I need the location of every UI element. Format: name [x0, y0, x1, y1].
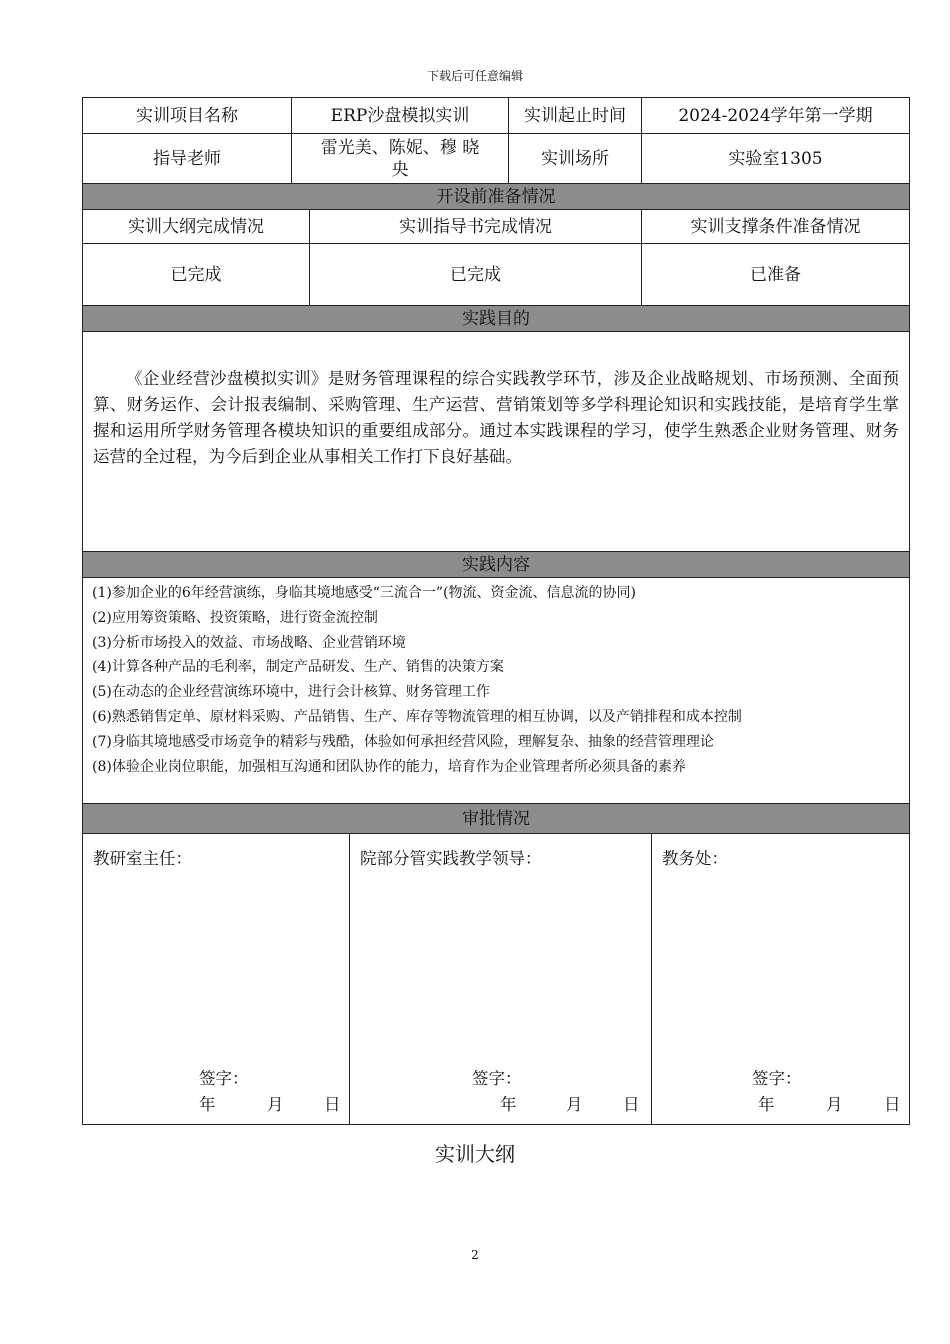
page-number: 2 — [471, 1248, 479, 1262]
content-item: (6)熟悉销售定单、原材料采购、产品销售、生产、库存等物流管理的相互协调，以及产销排程和成本控制 — [92, 708, 742, 725]
teaching-office-label: 教研室主任： — [93, 849, 192, 868]
approval-teaching-office — [83, 834, 350, 1125]
purpose-text: 《企业经营沙盘模拟实训》是财务管理课程的综合实践教学环节，涉及企业战略规划、市场预测、全面预算、财务运作、会计报表编制、采购管理、生产运营、营销策划等多学科理论知识和实践技能，是培育学生掌握和运用所学财务管理各模块知识的重要组成部分。通过本实践课程的学习，使学生熟悉企业财务管理、财务运营的全过程，为今后到企业从事相关工作打下良好基础。 — [93, 369, 899, 466]
guidebook-status-value: 已完成 — [310, 244, 642, 306]
teacher-value — [292, 134, 509, 184]
sign-label: 签字： — [472, 1069, 522, 1088]
venue-label: 实训场所 — [509, 134, 642, 184]
purpose-section-title: 实践目的 — [83, 306, 910, 332]
teacher-line-1: 雷光美、陈妮、穆 晓 — [320, 137, 480, 158]
month-label: 月 — [566, 1095, 583, 1114]
academic-affairs-label: 教务处： — [662, 849, 728, 868]
practice-form-table — [82, 97, 910, 1125]
syllabus-status-value: 已完成 — [83, 244, 310, 306]
project-name-label: 实训项目名称 — [83, 98, 292, 134]
project-name-value: ERP沙盘模拟实训 — [292, 98, 509, 134]
syllabus-status-label: 实训大纲完成情况 — [83, 210, 310, 244]
month-label: 月 — [267, 1095, 284, 1114]
day-label: 日 — [623, 1095, 640, 1114]
content-item: (1)参加企业的6年经营演练，身临其境地感受“三流合一”(物流、资金流、信息流的协同) — [92, 585, 636, 601]
sign-label: 签字： — [752, 1069, 802, 1088]
support-status-value: 已准备 — [642, 244, 910, 306]
content-item: (7)身临其境地感受市场竞争的精彩与残酷，体验如何承担经营风险，理解复杂、抽象的经营管理理论 — [92, 733, 714, 750]
period-label: 实训起止时间 — [509, 98, 642, 134]
content-item: (4)计算各种产品的毛利率，制定产品研发、生产、销售的决策方案 — [92, 659, 504, 676]
header-note: 下载后可任意编辑 — [426, 69, 523, 83]
day-label: 日 — [324, 1095, 341, 1114]
approval-academic-affairs — [652, 834, 910, 1125]
content-item: (5)在动态的企业经营演练环境中，进行会计核算、财务管理工作 — [92, 684, 490, 701]
year-label: 年 — [500, 1095, 517, 1114]
day-label: 日 — [884, 1095, 901, 1114]
content-item: (3)分析市场投入的效益、市场战略、企业营销环境 — [92, 634, 406, 651]
approval-dept-leader — [350, 834, 652, 1125]
prep-section-title: 开设前准备情况 — [83, 184, 910, 210]
teacher-line-2: 央 — [391, 159, 409, 180]
teacher-label: 指导老师 — [83, 134, 292, 184]
guidebook-status-label: 实训指导书完成情况 — [310, 210, 642, 244]
year-label: 年 — [199, 1095, 216, 1114]
approval-section-title: 审批情况 — [83, 804, 910, 834]
content-list — [83, 578, 742, 779]
purpose-cell — [83, 332, 910, 552]
content-item: (2)应用筹资策略、投资策略，进行资金流控制 — [92, 609, 378, 626]
support-status-label: 实训支撑条件准备情况 — [642, 210, 910, 244]
content-item: (8)体验企业岗位职能，加强相互沟通和团队协作的能力，培育作为企业管理者所必须具备的素养 — [92, 758, 686, 775]
sign-label: 签字： — [199, 1069, 249, 1088]
dept-leader-label: 院部分管实践教学领导： — [360, 849, 542, 868]
section-heading: 实训大纲 — [435, 1142, 515, 1166]
venue-value: 实验室1305 — [642, 134, 910, 184]
month-label: 月 — [826, 1095, 843, 1114]
year-label: 年 — [758, 1095, 775, 1114]
period-value: 2024-2024学年第一学期 — [642, 98, 910, 134]
content-cell — [83, 578, 910, 804]
content-section-title: 实践内容 — [83, 552, 910, 578]
